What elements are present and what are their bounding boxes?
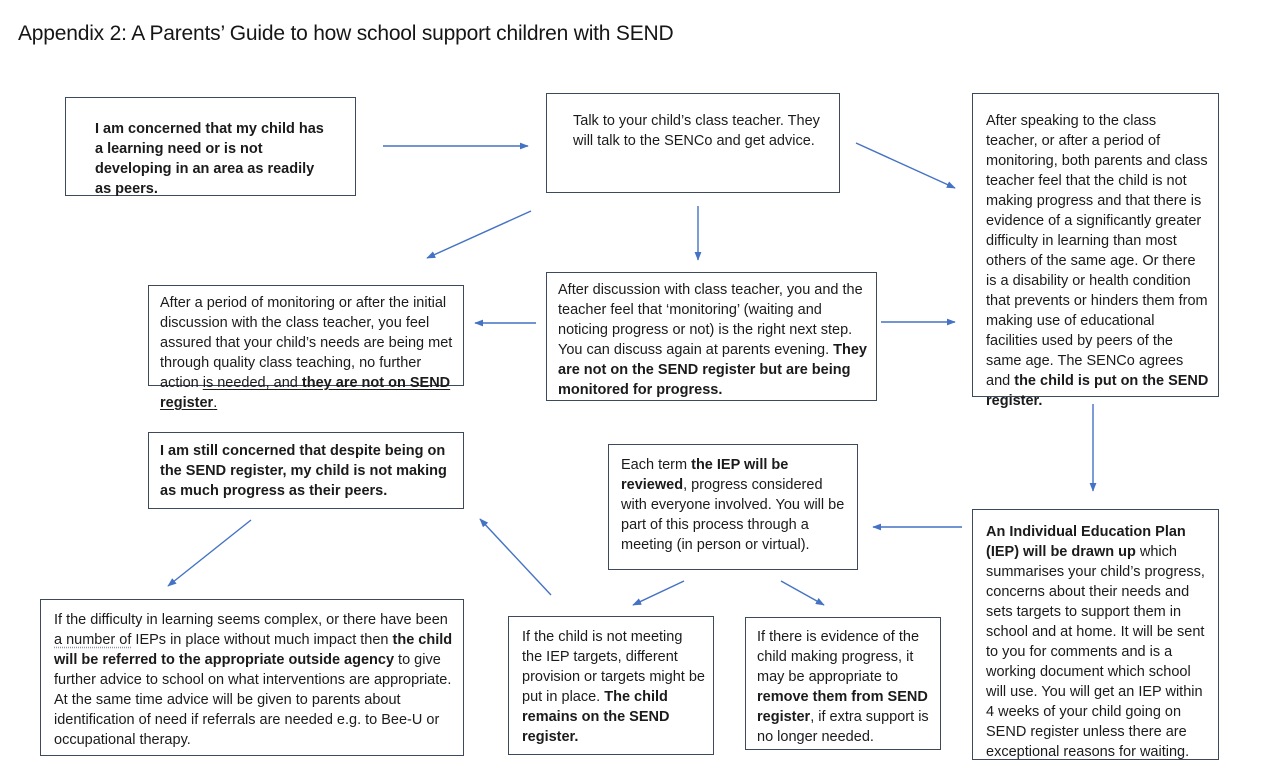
box-text-bold: the child is put on the SEND register. [986, 373, 1209, 409]
box-text: Each term [621, 457, 692, 473]
box-text-bold: They are not on the SEND register but are being monitored for progress. [558, 342, 867, 398]
flow-box-talk-teacher [546, 93, 840, 193]
box-text-dotted: a number of [54, 632, 132, 648]
flow-box-no-further-action [148, 285, 464, 411]
flow-box-iep-review [608, 444, 858, 570]
box-text: If there is evidence of the child making progress, it may be appropriate to [757, 629, 920, 685]
box-text: I am still concerned that despite being on the SEND register, my child is not making as much progress as their peers. [160, 443, 447, 499]
box-text: IEPs in place without much impact then [131, 632, 393, 648]
box-text-underline: is needed, and [202, 375, 302, 391]
flow-box-outside-agency [40, 599, 464, 756]
arrow-loop-to-concerned [480, 519, 551, 595]
flow-box-still-concerned [148, 432, 464, 509]
box-text: If the child is not meeting the IEP targets, different provision or targets might be put in place. [522, 629, 705, 705]
box-text: , progress considered with everyone involved. You will be part of this process through a meeting (in person or virtual). [621, 477, 845, 553]
box-text: to give further advice to school on what interventions are appropriate. At the same time advice will be given to parents about identification of need if referrals are needed e.g. to Bee-U or occupational therapy. [54, 652, 452, 748]
flow-box-monitoring [546, 272, 877, 401]
box-text-bold: the child will be referred to the appropriate outside agency [54, 632, 453, 668]
box-text: If the difficulty in learning seems complex, or there have been [54, 612, 448, 628]
box-text: Talk to your child’s class teacher. They will talk to the SENCo and get advice. [573, 113, 820, 149]
arrow-talk-to-register [856, 143, 955, 188]
arrow-concerned-to-agency [168, 520, 251, 586]
box-text: After speaking to the class teacher, or after a period of monitoring, both parents and class teacher feel that the child is not making progress and that there is evidence of a significantly greater difficulty in learning than most others of the same age. Or there is a disability or health condition that prevents or hinders them from making use of educational facilities used by peers of the same age. The SENCo agrees and [986, 113, 1208, 389]
flow-box-remains-on-register [508, 616, 714, 755]
flow-box-put-on-send-register [972, 93, 1219, 409]
arrow-review-to-remove [781, 581, 824, 605]
box-text: I am concerned that my child has a learning need or is not developing in an area as readily as peers. [95, 121, 324, 197]
arrow-review-to-remains [633, 581, 684, 605]
box-text-bold: The child remains on the SEND register. [522, 689, 670, 745]
box-text-underline: . [213, 395, 218, 411]
box-text: After a period of monitoring or after the initial discussion with the class teacher, you feel assured that your child’s needs are being met through quality class teaching, no further action [160, 295, 453, 391]
page-title: Appendix 2: A Parents’ Guide to how school support children with SEND [18, 22, 674, 45]
flow-box-remove-from-register [745, 617, 941, 750]
box-text: After discussion with class teacher, you and the teacher feel that ‘monitoring’ (waiting and noticing progress or not) is the right next step. You can discuss again at parents evening. [558, 282, 863, 358]
box-text-bold: An Individual Education Plan (IEP) will be drawn up [986, 524, 1186, 560]
arrow-talk-to-no-action [427, 211, 531, 258]
box-text-bold-underline: they are not on SEND register [160, 375, 451, 411]
box-text-bold: the IEP will be reviewed [621, 457, 789, 493]
flow-box-iep-drawn-up [972, 509, 1219, 760]
flow-box-concern [65, 97, 356, 196]
box-text: , if extra support is no longer needed. [757, 709, 929, 745]
box-text-bold: remove them from SEND register [757, 689, 928, 725]
box-text: which summarises your child’s progress, concerns about their needs and sets targets to support them in school and at home. It will be sent to you for comments and is a working document which school will use. You will get an IEP within 4 weeks of your child going on SEND register unless there are exceptional reasons for waiting. [986, 544, 1205, 760]
